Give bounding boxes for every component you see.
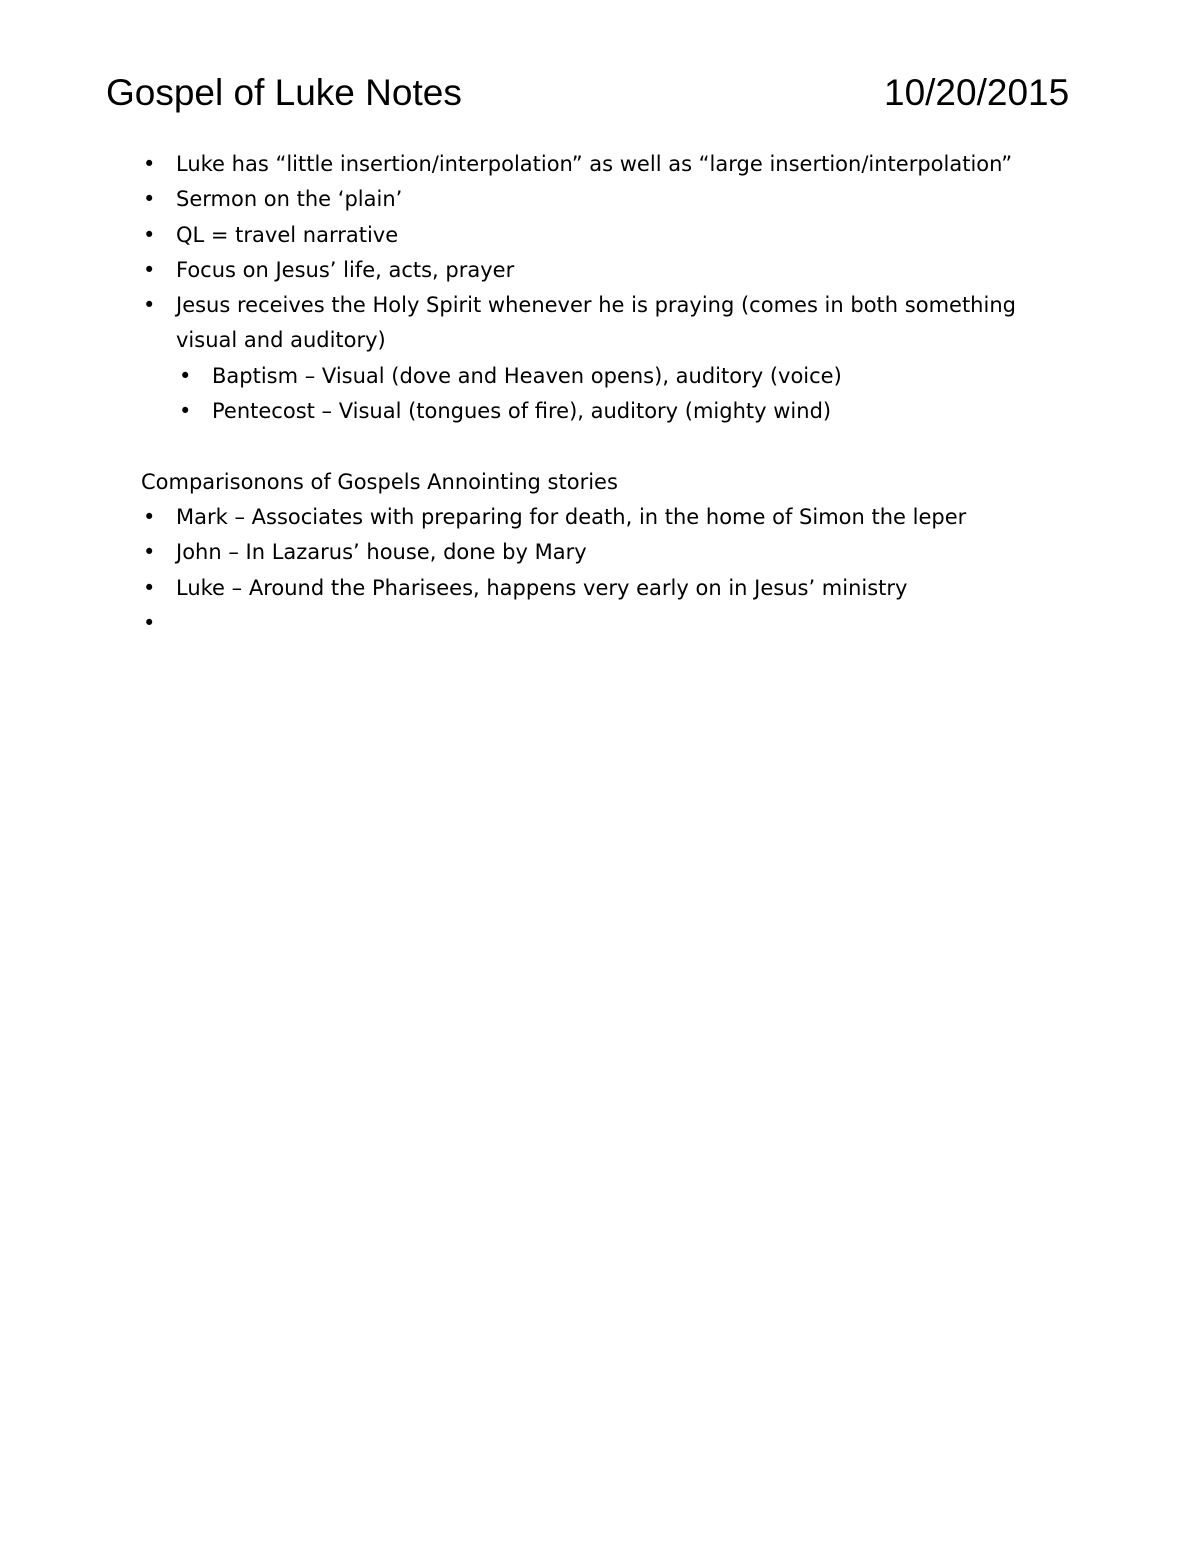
list-item (141, 571, 1036, 606)
page-title: Gospel of Luke Notes (106, 72, 462, 113)
list-item-text (176, 611, 183, 635)
list-item (141, 218, 1036, 253)
list-item-text: Focus on Jesus’ life, acts, prayer (176, 257, 515, 282)
list-item-text: John – In Lazarus’ house, done by Mary (176, 540, 587, 565)
sublist-item-text: Pentecost – Visual (tongues of fire), auditory (mighty wind) (212, 399, 832, 424)
list-item-text: Mark – Associates with preparing for death, in the home of Simon the leper (176, 505, 967, 529)
bullet-icon: • (143, 257, 156, 282)
bullet-icon: • (143, 293, 156, 318)
bullet-icon: • (179, 399, 192, 424)
comparison-list (141, 500, 1036, 641)
list-item-text: Sermon on the ‘plain’ (176, 187, 403, 212)
list-item-text: Jesus receives the Holy Spirit whenever he is praying (comes in both something visual and auditory) (176, 293, 1016, 353)
bullet-icon: • (179, 363, 192, 388)
sublist-item (177, 394, 1012, 429)
list-item (141, 500, 1036, 535)
bullet-icon: • (143, 152, 156, 176)
bullet-icon: • (143, 610, 156, 635)
bullet-icon: • (143, 540, 156, 565)
list-item-text: Luke – Around the Pharisees, happens very early on in Jesus’ ministry (176, 575, 908, 600)
page-date: 10/20/2015 (884, 72, 1070, 113)
notes-sublist (177, 359, 1041, 430)
list-item-empty (141, 606, 1036, 641)
bullet-icon: • (143, 575, 156, 600)
notes-list (141, 147, 1041, 429)
list-item-text: QL = travel narrative (176, 222, 399, 247)
comparison-heading: Comparisonons of Gospels Annointing stories (141, 470, 618, 494)
bullet-icon: • (143, 505, 156, 529)
list-item (141, 147, 1036, 182)
sublist-item-text: Baptism – Visual (dove and Heaven opens), auditory (voice) (212, 363, 842, 388)
list-item-text: Luke has “little insertion/interpolation” as well as “large insertion/interpolation” (176, 152, 1013, 176)
sublist-container (141, 359, 1041, 430)
bullet-icon: • (143, 187, 156, 212)
list-item (141, 182, 1036, 217)
list-item (141, 253, 1036, 288)
sublist-item (177, 359, 1012, 394)
bullet-icon: • (143, 222, 156, 247)
list-item (141, 288, 1036, 359)
list-item (141, 535, 1036, 570)
